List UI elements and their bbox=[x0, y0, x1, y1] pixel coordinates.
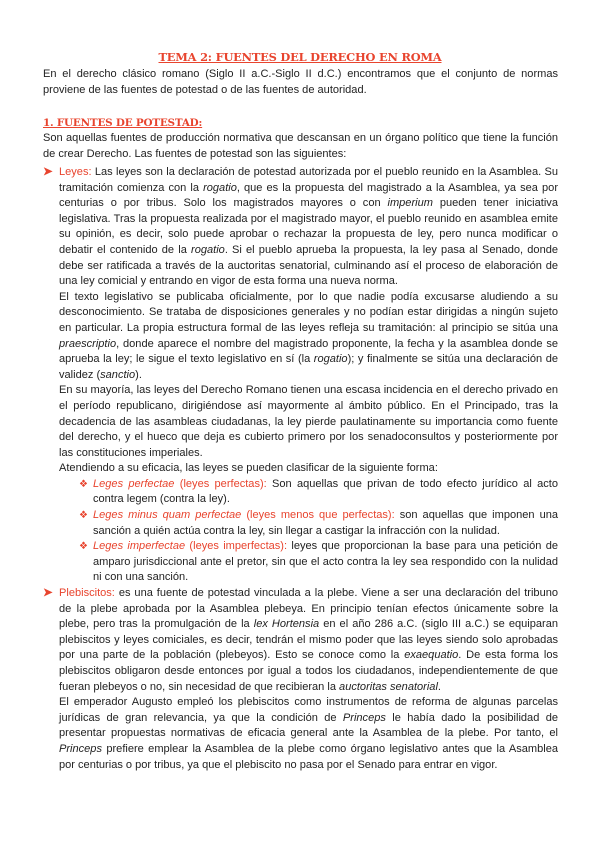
arrow-bullet-icon: ➤ bbox=[43, 166, 53, 178]
diamond-bullet-icon: ❖ bbox=[79, 510, 88, 522]
leyes-types-list bbox=[43, 477, 558, 586]
type-term: Leges perfectae bbox=[93, 477, 175, 490]
diamond-bullet-icon: ❖ bbox=[79, 478, 88, 490]
leyes-type-perfectae: ❖ Leges perfectae (leyes perfectas): Son aquellas que privan de todo efecto jurídico al acto contra legem (contra la ley). bbox=[79, 477, 558, 506]
section-heading-fuentes-potestad: 1. FUENTES DE POTESTAD: bbox=[43, 117, 203, 129]
leyes-type-minus-quam-perfectae: ❖ Leges minus quam perfectae (leyes menos que perfectas): son aquellas que imponen una sanción a quién actúa contra la ley, sin llegar a castigar la infracción con la nulidad. bbox=[79, 509, 559, 537]
plebiscitos-paragraph-2: El emperador Augusto empleó los plebiscitos como instrumentos de reforma de algunas parcelas jurídicas de gran relevancia, ya que la condición de Princeps le había dado la posibilidad de presentar propuestas normativas de eficacia general ante la Asamblea de la plebe. Por tanto, el Princeps prefiere emplear la Asamblea de la plebe como órgano legislativo antes que la Asamblea por centurias o por tribus, ya que el plebiscito no pasa por el Senado para entrar en vigor. bbox=[59, 696, 558, 771]
leyes-type-imperfectae: ❖ Leges imperfectae (leyes imperfectas): leyes que proporcionan la base para una petición de amparo jurisdiccional ante el pretor, sin que el acto contra la ley sea respondido con la nulidad ni con una sanción. bbox=[79, 540, 558, 584]
plebiscitos-term: Plebiscitos: bbox=[59, 587, 115, 600]
type-term: Leges imperfectae bbox=[93, 540, 186, 553]
arrow-bullet-icon: ➤ bbox=[43, 587, 53, 600]
section-intro-paragraph: Son aquellas fuentes de producción normativa que descansan en un órgano político que tiene la función de crear Derecho. Las fuentes de potestad son las siguientes: bbox=[43, 132, 558, 160]
page-title: TEMA 2: FUENTES DEL DERECHO EN ROMA bbox=[158, 50, 442, 64]
intro-paragraph: En el derecho clásico romano (Siglo II a.C.-Siglo II d.C.) encontramos que el conjunto de normas proviene de las fuentes de potestad o de las fuentes de autoridad. bbox=[43, 68, 558, 96]
diamond-bullet-icon: ❖ bbox=[79, 541, 88, 553]
leyes-paragraph-2: El texto legislativo se publicaba oficialmente, por lo que nadie podía excusarse aludiendo a su desconocimiento. Se trataba de disposiciones generales y no podían estar dirigidas a ningún sujeto en particular. La propia estructura formal de las leyes refleja su tramitación: al principio se sitúa una praescriptio, donde aparece el nombre del magistrado proponente, la fecha y la asamblea donde se aprueba la ley; le sigue el texto legislativo en sí (la rogatio); y finalmente se sitúa una declaración de validez (sanctio). bbox=[59, 290, 559, 381]
bullet-list bbox=[43, 165, 558, 773]
plebiscitos-paragraph-1: Plebiscitos: es una fuente de potestad vinculada a la plebe. Viene a ser una declaración del tribuno de la plebe aprobada por la Asamblea plebeya. En principio tenían efectos únicamente sobre la plebe, pero tras la promulgación de la lex Hortensia en el año 286 a.C. (siglo III a.C.) se equiparan plebiscitos y leyes comiciales, es decir, tendrán el mismo poder que las leyes siendo solo aprobadas por una parte de la población (plebeyos). Esto se conoce como la exaequatio. De esta forma los plebiscitos obligaron desde entonces por igual a todos los ciudadanos, independientemente de que fueran plebeyos o no, sin necesidad de que recibieran la auctoritas senatorial. bbox=[59, 587, 558, 693]
leyes-paragraph-3: En su mayoría, las leyes del Derecho Romano tienen una escasa incidencia en el derecho privado en el período republicano, dirigiéndose así mayormente al ámbito público. En el Principado, tras la decadencia de las asambleas ciudadanas, la ley pierde paulatinamente su importancia como fuente del derecho, y el hueco que deja es cubierto primero por los senadoconsultos y posteriormente por las constituciones imperiales. bbox=[59, 384, 558, 459]
leyes-paragraph-1: Leyes: Las leyes son la declaración de potestad autorizada por el pueblo reunido en la Asamblea. Su tramitación comienza con la rogatio, que es la propuesta del magistrado a la Asamblea, ya sea por centurias o por tribus. Solo los magistrados mayores o con imperium pueden tener iniciativa legislativa. Tras la propuesta realizada por el magistrado mayor, el pueblo reunido en asamblea emite su opinión, es decir, solo puede aprobar o rechazar la propuesta de ley, pero nunca modificar o debatir el contenido de la rogatio. Si el pueblo aprueba la propuesta, la ley pasa al Senado, donde debe ser ratificada a través de la auctoritas senatorial, culminando así el proceso de elaboración de una ley comicial y entrando en vigor de esta forma una nueva norma. bbox=[59, 166, 558, 288]
type-term: Leges minus quam perfectae bbox=[93, 509, 242, 522]
bullet-plebiscitos bbox=[43, 586, 558, 695]
bullet-leyes bbox=[43, 165, 558, 290]
leyes-paragraph-4: Atendiendo a su eficacia, las leyes se pueden clasificar de la siguiente forma: bbox=[59, 462, 438, 475]
leyes-term: Leyes: bbox=[59, 166, 92, 178]
